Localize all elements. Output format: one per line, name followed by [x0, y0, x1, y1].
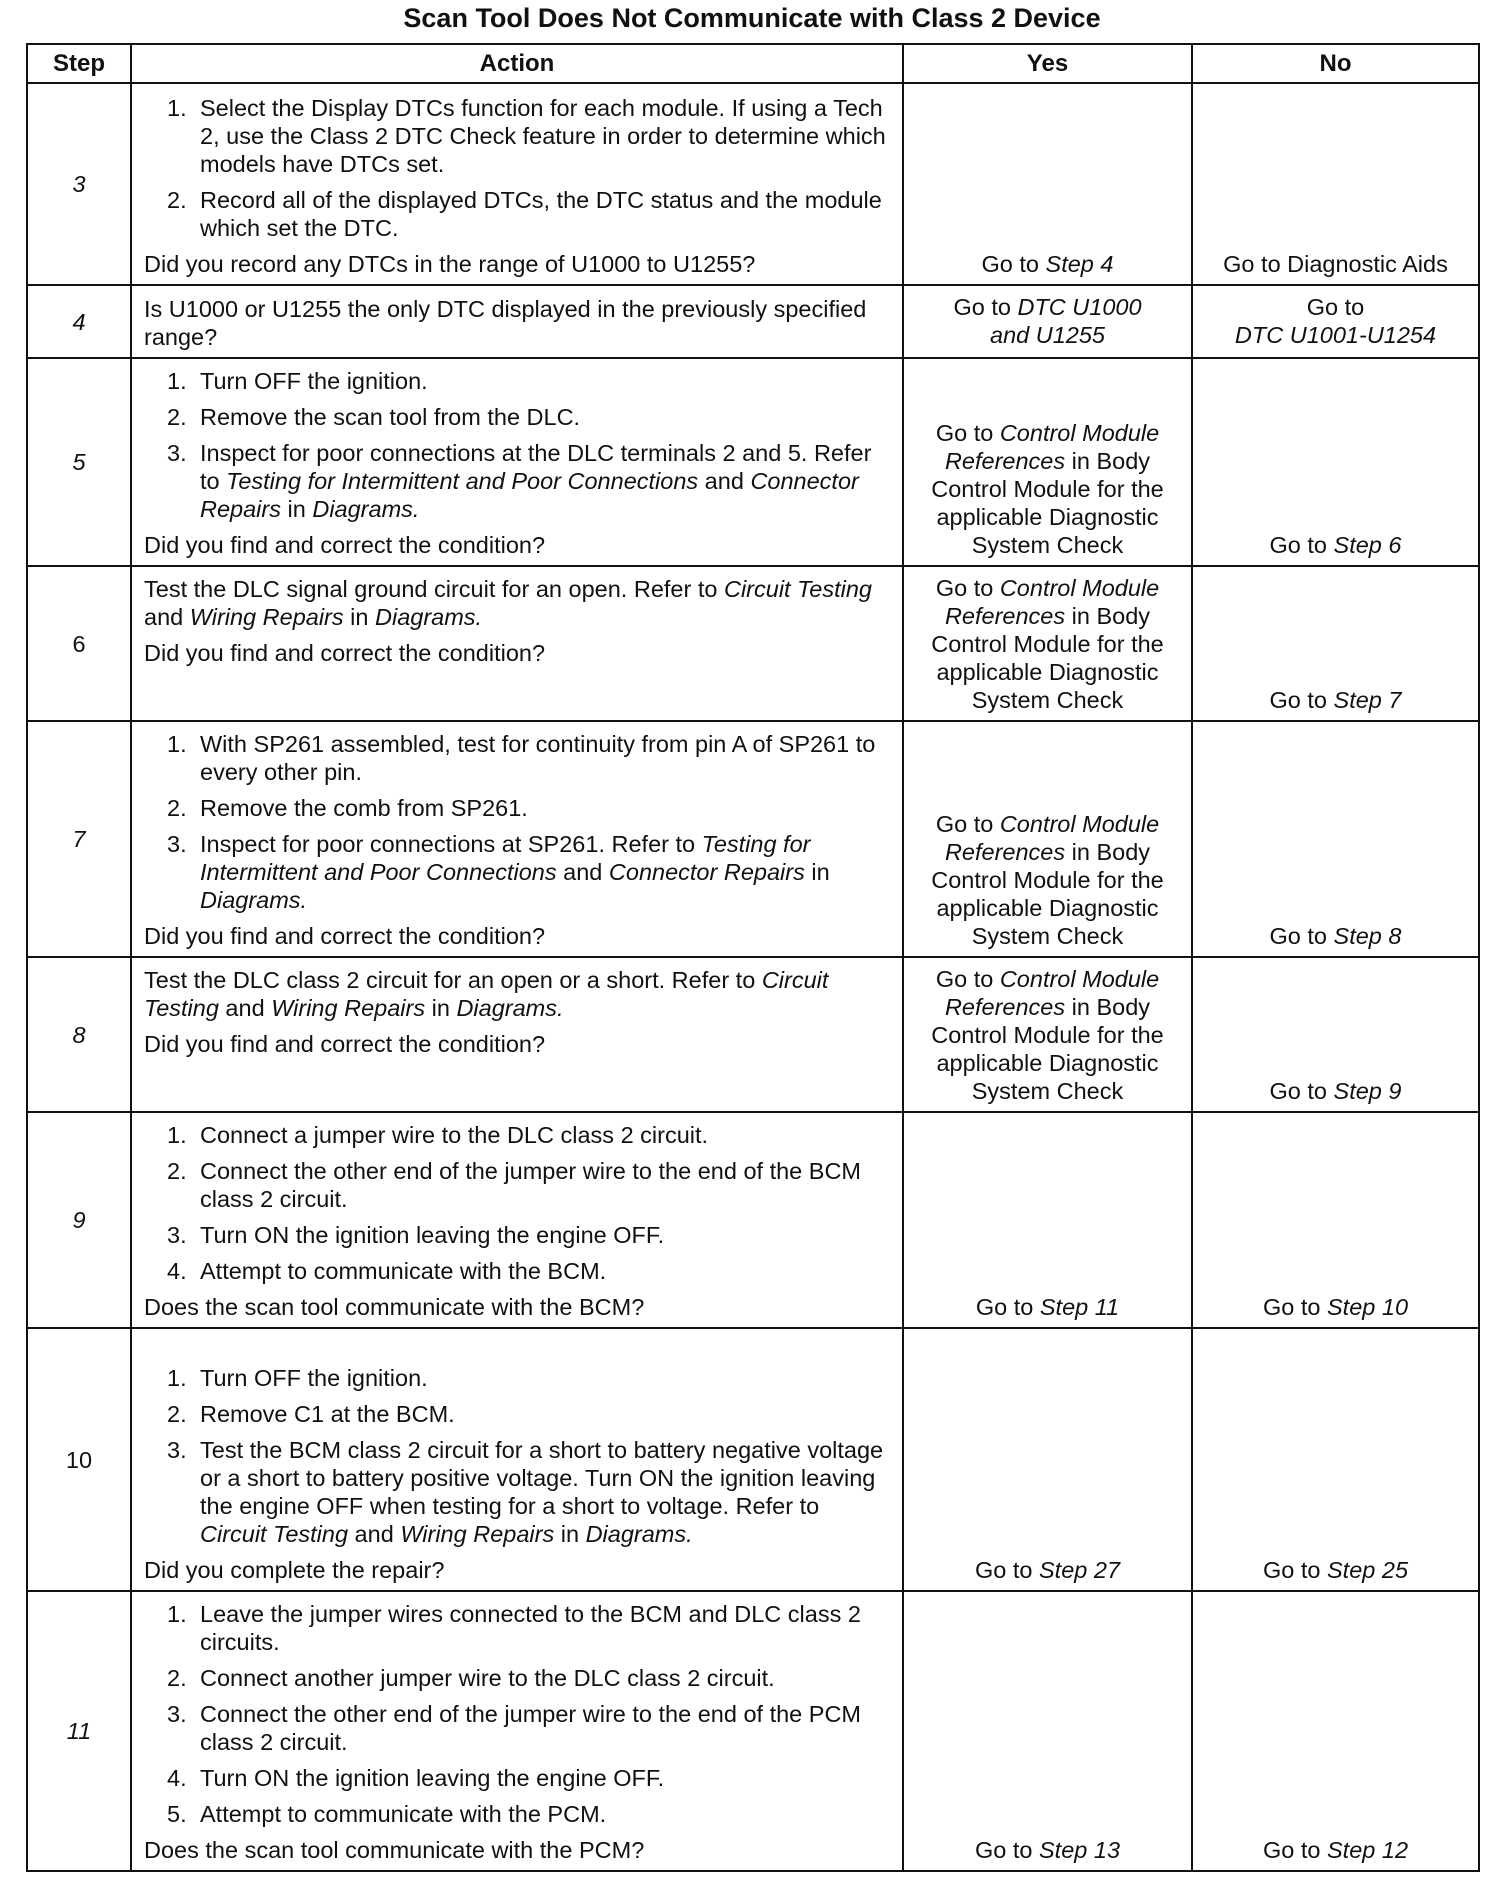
action-cell [131, 1112, 903, 1328]
action-step: 1. Select the Display DTCs function for each module. If using a Tech 2, use the Class 2 DTC Check feature in order to determine which models have DTCs set. [167, 95, 886, 177]
table-row [27, 721, 1479, 957]
italic-ref: Diagrams. [375, 604, 483, 630]
step-number: 4. [167, 1258, 187, 1284]
action-step: 1. Leave the jumper wires connected to the BCM and DLC class 2 circuits. [167, 1601, 861, 1655]
step-cell: 5 [27, 358, 131, 566]
italic-ref: DTC U1001-U1254 [1234, 321, 1437, 348]
step-number: 1. [167, 731, 187, 757]
yes-cell: Go to Control Module References in Body Control Module for the applicable Diagnostic System Check [903, 957, 1192, 1112]
question: Did you find and correct the condition? [144, 923, 546, 949]
yes-cell: Go to Step 4 [903, 83, 1192, 285]
yes-cell: Go to DTC U1000 and U1255 [903, 285, 1192, 358]
italic-ref: Diagrams. [585, 1521, 693, 1547]
no-cell: Go to Step 6 [1192, 358, 1479, 566]
header-step: Step [27, 44, 131, 83]
action-step: 4. Attempt to communicate with the BCM. [167, 1258, 607, 1284]
action-step: 2. Remove C1 at the BCM. [167, 1401, 455, 1427]
action-step: 3. Connect the other end of the jumper wire to the end of the PCM class 2 circuit. [167, 1701, 861, 1755]
table-row [27, 83, 1479, 285]
step-cell: 11 [27, 1591, 131, 1871]
question: Did you find and correct the condition? [144, 532, 546, 558]
italic-ref: Wiring Repairs [400, 1521, 555, 1547]
step-cell: 8 [27, 957, 131, 1112]
action-text: Test the DLC signal ground circuit for an open. Refer to Circuit Testing and Wiring Repairs in Diagrams. [144, 576, 873, 630]
step-cell: 3 [27, 83, 131, 285]
step-cell: 4 [27, 285, 131, 358]
action-steps [144, 94, 890, 242]
table-row [27, 358, 1479, 566]
header-no: No [1192, 44, 1479, 83]
step-number: 4. [167, 1765, 187, 1791]
action-step: 2. Record all of the displayed DTCs, the DTC status and the module which set the DTC. [167, 187, 882, 241]
action-step: 1. Connect a jumper wire to the DLC class 2 circuit. [167, 1122, 709, 1148]
question: Does the scan tool communicate with the PCM? [144, 1837, 645, 1863]
page-title: Scan Tool Does Not Communicate with Class 2 Device [403, 3, 1101, 33]
action-cell [131, 1328, 903, 1591]
italic-ref: Step 25 [1327, 1557, 1409, 1583]
no-cell: Go to Step 10 [1192, 1112, 1479, 1328]
table-row [27, 566, 1479, 721]
header-action: Action [131, 44, 903, 83]
no-cell: Go to Step 8 [1192, 721, 1479, 957]
italic-ref: Control Module References [944, 966, 1160, 1020]
italic-ref: and U1255 [990, 321, 1105, 348]
step-number: 3. [167, 1222, 187, 1248]
italic-ref: Control Module References [944, 575, 1160, 629]
action-step: 1. Turn OFF the ignition. [167, 368, 428, 394]
yes-cell: Go to Step 13 [903, 1591, 1192, 1871]
action-steps [144, 1600, 890, 1828]
step-number: 1. [167, 1365, 187, 1391]
italic-ref: Step 11 [1039, 1294, 1120, 1320]
step-number: 3. [167, 1701, 187, 1727]
step-number: 2. [167, 187, 187, 213]
action-text: Test the DLC class 2 circuit for an open or a short. Refer to Circuit Testing and Wiring Repairs in Diagrams. [144, 967, 829, 1021]
italic-ref: Circuit Testing [723, 576, 873, 602]
italic-ref: Diagrams. [456, 995, 564, 1021]
header-row [27, 44, 1479, 83]
question: Did you complete the repair? [144, 1557, 445, 1583]
italic-ref: Diagrams. [312, 496, 420, 522]
step-number: 2. [167, 1401, 187, 1427]
italic-ref: Step 9 [1333, 1078, 1402, 1104]
action-step: 5. Attempt to communicate with the PCM. [167, 1801, 607, 1827]
no-cell: Go to DTC U1001-U1254 [1192, 285, 1479, 358]
italic-ref: Circuit Testing [144, 967, 829, 1021]
step-number: 3. [167, 831, 187, 857]
yes-cell: Go to Control Module References in Body Control Module for the applicable Diagnostic System Check [903, 358, 1192, 566]
yes-cell: Go to Control Module References in Body Control Module for the applicable Diagnostic System Check [903, 566, 1192, 721]
action-steps [144, 730, 890, 914]
step-number: 1. [167, 1601, 187, 1627]
italic-ref: Connector Repairs [200, 468, 859, 522]
step-number: 1. [167, 95, 187, 121]
action-cell [131, 358, 903, 566]
action-step: 2. Remove the comb from SP261. [167, 795, 528, 821]
italic-ref: Wiring Repairs [271, 995, 426, 1021]
table-row [27, 285, 1479, 358]
italic-ref: Step 4 [1045, 251, 1114, 277]
italic-ref: DTC U1000 [1017, 293, 1142, 320]
italic-ref: Step 13 [1039, 1837, 1121, 1863]
action-step: 3. Test the BCM class 2 circuit for a short to battery negative voltage or a short to battery positive voltage. Turn ON the ignition leaving the engine OFF when testing for a short to voltage. Refer to Circuit Testing and Wiring Repairs in Diagrams. [167, 1437, 884, 1547]
action-cell [131, 566, 903, 721]
action-cell [131, 957, 903, 1112]
italic-ref: Control Module References [944, 420, 1160, 474]
action-cell [131, 83, 903, 285]
italic-ref: Step 7 [1333, 687, 1402, 713]
table-row [27, 957, 1479, 1112]
action-steps [144, 1364, 890, 1548]
table-row [27, 1112, 1479, 1328]
no-cell: Go to Step 25 [1192, 1328, 1479, 1591]
action-cell [131, 1591, 903, 1871]
action-steps [144, 1121, 890, 1285]
step-cell: 7 [27, 721, 131, 957]
step-number: 3. [167, 1437, 187, 1463]
diagnostic-table [26, 43, 1480, 1872]
action-step: 2. Connect the other end of the jumper wire to the end of the BCM class 2 circuit. [167, 1158, 861, 1212]
step-cell: 9 [27, 1112, 131, 1328]
question: Is U1000 or U1255 the only DTC displayed in the previously specified range? [144, 295, 867, 350]
table-row [27, 1591, 1479, 1871]
italic-ref: Step 10 [1327, 1294, 1409, 1320]
italic-ref: Diagrams. [200, 887, 308, 913]
question: Did you find and correct the condition? [144, 640, 546, 666]
no-cell: Go to Step 7 [1192, 566, 1479, 721]
action-cell [131, 285, 903, 358]
action-step: 3. Inspect for poor connections at the DLC terminals 2 and 5. Refer to Testing for Intermittent and Poor Connections and Connector Repairs in Diagrams. [167, 440, 872, 522]
step-number: 1. [167, 1122, 187, 1148]
action-step: 4. Turn ON the ignition leaving the engine OFF. [167, 1765, 665, 1791]
action-steps [144, 367, 890, 523]
question: Does the scan tool communicate with the BCM? [144, 1294, 645, 1320]
step-number: 5. [167, 1801, 187, 1827]
step-number: 2. [167, 795, 187, 821]
no-cell: Go to Step 9 [1192, 957, 1479, 1112]
action-step: 3. Turn ON the ignition leaving the engine OFF. [167, 1222, 665, 1248]
question: Did you find and correct the condition? [144, 1031, 546, 1057]
italic-ref: Step 27 [1039, 1557, 1121, 1583]
italic-ref: Step 8 [1333, 923, 1402, 949]
italic-ref: Circuit Testing [200, 1521, 349, 1547]
action-step: 2. Remove the scan tool from the DLC. [167, 404, 581, 430]
no-cell: Go to Diagnostic Aids [1192, 83, 1479, 285]
action-step: 1. Turn OFF the ignition. [167, 1365, 428, 1391]
italic-ref: Step 6 [1333, 532, 1402, 558]
step-cell: 6 [27, 566, 131, 721]
italic-ref: Testing for Intermittent and Poor Connections [226, 468, 699, 494]
italic-ref: Control Module References [944, 811, 1160, 865]
action-step: 1. With SP261 assembled, test for continuity from pin A of SP261 to every other pin. [167, 731, 876, 785]
italic-ref: Connector Repairs [608, 859, 805, 885]
action-step: 2. Connect another jumper wire to the DLC class 2 circuit. [167, 1665, 775, 1691]
step-number: 3. [167, 440, 187, 466]
yes-cell: Go to Step 11 [903, 1112, 1192, 1328]
question: Did you record any DTCs in the range of U1000 to U1255? [144, 251, 756, 277]
action-cell [131, 721, 903, 957]
italic-ref: Testing for Intermittent and Poor Connections [200, 831, 811, 885]
table-row [27, 1328, 1479, 1591]
step-number: 1. [167, 368, 187, 394]
no-cell: Go to Step 12 [1192, 1591, 1479, 1871]
header-yes: Yes [903, 44, 1192, 83]
yes-cell: Go to Step 27 [903, 1328, 1192, 1591]
yes-cell: Go to Control Module References in Body Control Module for the applicable Diagnostic System Check [903, 721, 1192, 957]
action-step: 3. Inspect for poor connections at SP261. Refer to Testing for Intermittent and Poor Connections and Connector Repairs in Diagrams. [167, 831, 830, 913]
step-cell: 10 [27, 1328, 131, 1591]
step-number: 2. [167, 1665, 187, 1691]
italic-ref: Wiring Repairs [189, 604, 344, 630]
step-number: 2. [167, 1158, 187, 1184]
italic-ref: Step 12 [1327, 1837, 1409, 1863]
step-number: 2. [167, 404, 187, 430]
